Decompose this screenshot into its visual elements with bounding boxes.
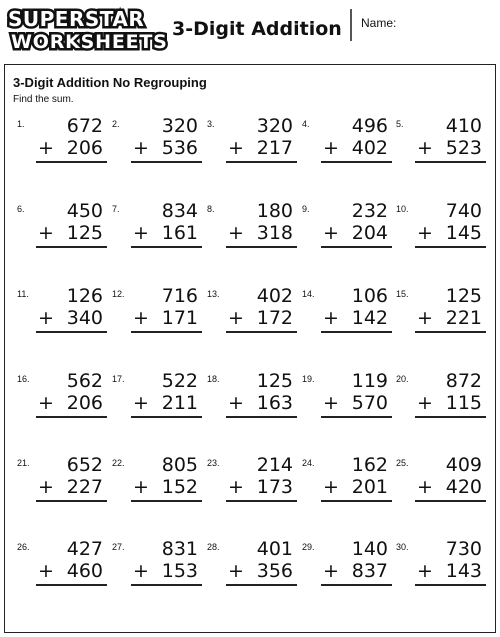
first-addend: 320 [256,115,293,137]
answer-line [226,246,297,248]
plus-sign: + [417,307,433,329]
problem-number: 17. [112,374,125,384]
second-addend: 145 [445,222,482,244]
addition-problem [207,285,297,345]
plus-sign: + [133,222,149,244]
worksheet-subtitle: 3-Digit Addition No Regrouping [13,75,207,90]
second-addend: 206 [66,137,103,159]
plus-sign: + [323,560,339,582]
plus-sign: + [133,476,149,498]
problem-number: 5. [396,119,404,129]
first-addend: 672 [66,115,103,137]
addition-problem [112,285,202,345]
second-addend: 161 [161,222,198,244]
answer-line [36,331,107,333]
plus-sign: + [228,222,244,244]
second-addend: 523 [445,137,482,159]
second-addend: 201 [351,476,388,498]
first-addend: 522 [161,370,198,392]
plus-sign: + [323,137,339,159]
second-addend: 173 [256,476,293,498]
first-addend: 409 [445,454,482,476]
first-addend: 562 [66,370,103,392]
plus-sign: + [228,560,244,582]
plus-sign: + [133,307,149,329]
name-divider [350,9,352,41]
second-addend: 221 [445,307,482,329]
answer-line [226,161,297,163]
first-addend: 805 [161,454,198,476]
addition-problem [396,200,486,260]
addition-problem [112,538,202,598]
addition-problem [396,285,486,345]
problem-number: 14. [302,289,315,299]
answer-line [321,331,392,333]
problem-number: 2. [112,119,120,129]
addition-problem [302,115,392,175]
answer-line [131,416,202,418]
addition-problem [207,200,297,260]
first-addend: 834 [161,200,198,222]
plus-sign: + [417,560,433,582]
plus-sign: + [417,137,433,159]
problem-number: 15. [396,289,409,299]
first-addend: 180 [256,200,293,222]
answer-line [415,416,486,418]
problem-number: 1. [17,119,25,129]
plus-sign: + [38,476,54,498]
addition-problem [17,370,107,430]
addition-problem [396,538,486,598]
plus-sign: + [323,307,339,329]
logo-line-1: SUPERSTAR [8,7,145,31]
first-addend: 106 [351,285,388,307]
plus-sign: + [38,307,54,329]
first-addend: 402 [256,285,293,307]
second-addend: 340 [66,307,103,329]
problem-number: 26. [17,542,30,552]
first-addend: 450 [66,200,103,222]
addition-problem [112,454,202,514]
second-addend: 142 [351,307,388,329]
problem-number: 10. [396,204,409,214]
second-addend: 115 [445,392,482,414]
second-addend: 211 [161,392,198,414]
second-addend: 318 [256,222,293,244]
first-addend: 140 [351,538,388,560]
first-addend: 214 [256,454,293,476]
answer-line [415,246,486,248]
second-addend: 536 [161,137,198,159]
plus-sign: + [323,222,339,244]
first-addend: 126 [66,285,103,307]
second-addend: 163 [256,392,293,414]
plus-sign: + [323,476,339,498]
answer-line [36,416,107,418]
plus-sign: + [323,392,339,414]
plus-sign: + [228,476,244,498]
plus-sign: + [38,137,54,159]
addition-problem [17,454,107,514]
first-addend: 872 [445,370,482,392]
superstar-worksheets-logo [8,7,168,56]
first-addend: 831 [161,538,198,560]
answer-line [226,500,297,502]
problem-number: 27. [112,542,125,552]
addition-problem [17,538,107,598]
problem-number: 9. [302,204,310,214]
addition-problem [302,200,392,260]
problem-number: 29. [302,542,315,552]
first-addend: 401 [256,538,293,560]
problem-number: 20. [396,374,409,384]
first-addend: 740 [445,200,482,222]
first-addend: 119 [351,370,388,392]
problem-number: 28. [207,542,220,552]
first-addend: 125 [256,370,293,392]
plus-sign: + [417,222,433,244]
problem-number: 11. [17,289,29,299]
addition-problem [17,285,107,345]
addition-problem [396,454,486,514]
plus-sign: + [417,476,433,498]
second-addend: 837 [351,560,388,582]
addition-problem [207,115,297,175]
second-addend: 206 [66,392,103,414]
first-addend: 410 [445,115,482,137]
answer-line [36,161,107,163]
first-addend: 427 [66,538,103,560]
addition-problem [17,200,107,260]
first-addend: 496 [351,115,388,137]
plus-sign: + [417,392,433,414]
addition-problem [302,370,392,430]
first-addend: 652 [66,454,103,476]
first-addend: 730 [445,538,482,560]
problem-number: 16. [17,374,30,384]
second-addend: 227 [66,476,103,498]
plus-sign: + [133,560,149,582]
answer-line [131,500,202,502]
plus-sign: + [228,137,244,159]
second-addend: 125 [66,222,103,244]
first-addend: 716 [161,285,198,307]
page-title: 3-Digit Addition [172,18,342,40]
answer-line [321,161,392,163]
answer-line [415,500,486,502]
first-addend: 320 [161,115,198,137]
answer-line [321,500,392,502]
addition-problem [396,115,486,175]
second-addend: 460 [66,560,103,582]
problem-number: 23. [207,458,220,468]
problem-number: 7. [112,204,120,214]
problem-number: 13. [207,289,220,299]
second-addend: 143 [445,560,482,582]
problem-number: 3. [207,119,215,129]
answer-line [131,161,202,163]
answer-line [36,584,107,586]
worksheet-instruction: Find the sum. [13,94,74,105]
plus-sign: + [38,560,54,582]
addition-problem [302,285,392,345]
answer-line [415,161,486,163]
answer-line [321,246,392,248]
answer-line [36,246,107,248]
problem-number: 6. [17,204,25,214]
second-addend: 171 [161,307,198,329]
plus-sign: + [38,222,54,244]
problem-number: 22. [112,458,125,468]
second-addend: 402 [351,137,388,159]
problem-number: 24. [302,458,315,468]
second-addend: 204 [351,222,388,244]
plus-sign: + [133,137,149,159]
logo-line-2: WORKSHEETS [11,31,168,53]
problem-number: 21. [17,458,30,468]
addition-problem [396,370,486,430]
first-addend: 125 [445,285,482,307]
second-addend: 420 [445,476,482,498]
second-addend: 153 [161,560,198,582]
plus-sign: + [228,392,244,414]
answer-line [131,584,202,586]
addition-problem [302,538,392,598]
addition-problem [112,200,202,260]
second-addend: 172 [256,307,293,329]
problem-number: 19. [302,374,315,384]
answer-line [415,584,486,586]
first-addend: 162 [351,454,388,476]
answer-line [131,246,202,248]
answer-line [415,331,486,333]
problem-number: 18. [207,374,220,384]
problem-number: 4. [302,119,310,129]
addition-problem [207,454,297,514]
answer-line [321,584,392,586]
answer-line [226,331,297,333]
answer-line [226,584,297,586]
name-label: Name: [361,16,397,30]
addition-problem [302,454,392,514]
problem-number: 25. [396,458,409,468]
problem-number: 12. [112,289,125,299]
problem-number: 8. [207,204,215,214]
second-addend: 152 [161,476,198,498]
second-addend: 217 [256,137,293,159]
addition-problem [207,538,297,598]
second-addend: 356 [256,560,293,582]
answer-line [36,500,107,502]
addition-problem [112,370,202,430]
addition-problem [112,115,202,175]
addition-problem [207,370,297,430]
problem-number: 30. [396,542,409,552]
answer-line [131,331,202,333]
plus-sign: + [133,392,149,414]
answer-line [321,416,392,418]
plus-sign: + [228,307,244,329]
addition-problem [17,115,107,175]
first-addend: 232 [351,200,388,222]
answer-line [226,416,297,418]
second-addend: 570 [351,392,388,414]
plus-sign: + [38,392,54,414]
